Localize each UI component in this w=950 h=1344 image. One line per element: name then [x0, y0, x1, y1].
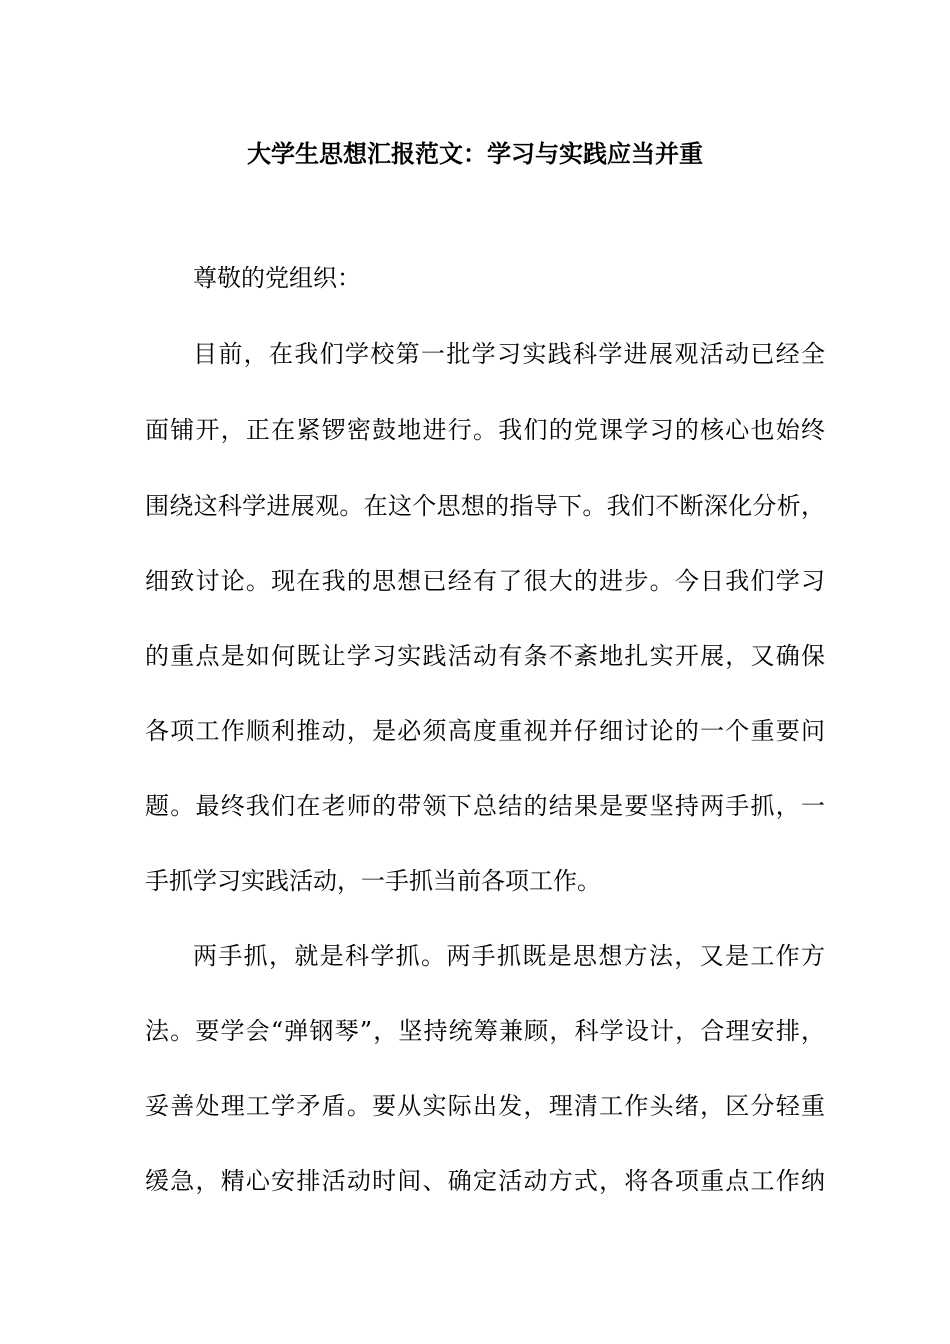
paragraph-line: 手抓学习实践活动，一手抓当前各项工作。	[145, 867, 601, 895]
paragraph-line: 细致讨论。现在我的思想已经有了很大的进步。今日我们学习	[145, 567, 825, 595]
paragraph-line: 题。最终我们在老师的带领下总结的结果是要坚持两手抓，一	[145, 792, 825, 820]
document-title: 大学生思想汇报范文：学习与实践应当并重	[247, 139, 703, 168]
paragraph-line: 两手抓，就是科学抓。两手抓既是思想方法，又是工作方	[193, 942, 825, 970]
paragraph-line: 缓急，精心安排活动时间、确定活动方式，将各项重点工作纳	[145, 1167, 825, 1195]
paragraph-line: 各项工作顺利推动，是必须高度重视并仔细讨论的一个重要问	[145, 717, 825, 745]
salutation: 尊敬的党组织：	[193, 264, 361, 292]
paragraph-line: 妥善处理工学矛盾。要从实际出发，理清工作头绪，区分轻重	[145, 1092, 825, 1120]
paragraph-line: 的重点是如何既让学习实践活动有条不紊地扎实开展，又确保	[145, 642, 825, 670]
paragraph-line: 面铺开，正在紧锣密鼓地进行。我们的党课学习的核心也始终	[145, 416, 825, 444]
paragraph-line: 目前，在我们学校第一批学习实践科学进展观活动已经全	[193, 340, 825, 368]
paragraph-line: 围绕这科学进展观。在这个思想的指导下。我们不断深化分析，	[145, 492, 825, 520]
paragraph-line: 法。要学会“弹钢琴”，坚持统筹兼顾，科学设计，合理安排，	[145, 1017, 825, 1045]
